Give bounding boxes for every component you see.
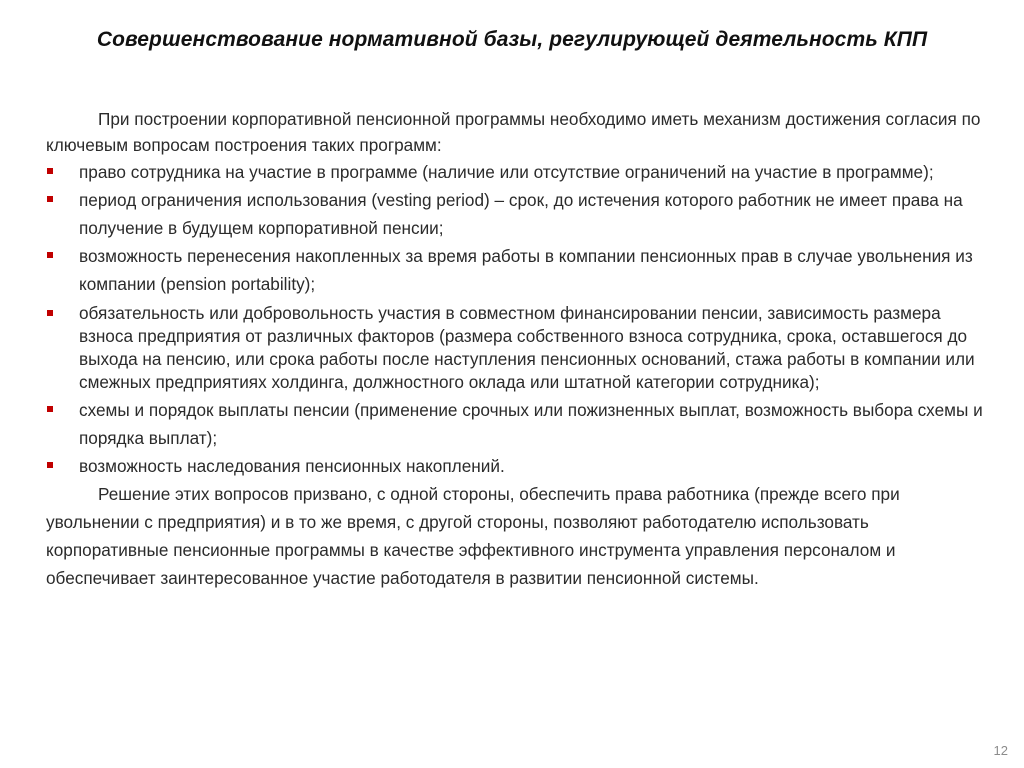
square-bullet-icon bbox=[47, 462, 53, 468]
square-bullet-icon bbox=[47, 310, 53, 316]
bullet-item bbox=[46, 186, 996, 242]
bullet-text: возможность наследования пенсионных накоплений. bbox=[79, 456, 505, 476]
bullet-list bbox=[46, 158, 996, 480]
bullet-item bbox=[46, 396, 996, 452]
bullet-item bbox=[46, 302, 996, 394]
square-bullet-icon bbox=[47, 168, 53, 174]
bullet-text: возможность перенесения накопленных за время работы в компании пенсионных прав в случае увольнения из компании (pension portability); bbox=[79, 246, 973, 294]
square-bullet-icon bbox=[47, 252, 53, 258]
bullet-item bbox=[46, 242, 996, 298]
bullet-text: право сотрудника на участие в программе (наличие или отсутствие ограничений на участие в программе); bbox=[79, 162, 934, 182]
intro-paragraph: При построении корпоративной пенсионной программы необходимо иметь механизм достижения согласия по ключевым вопросам построения таких программ: bbox=[46, 109, 981, 155]
conclusion-paragraph: Решение этих вопросов призвано, с одной стороны, обеспечить права работника (прежде всего при увольнении с предприятия) и в то же время, с другой стороны, позволяют работодателю использовать корпоративные пенсионные программы в качестве эффективного инструмента управления персоналом и обеспечивает заинтересованное участие работодателя в развитии пенсионной системы. bbox=[46, 484, 900, 588]
square-bullet-icon bbox=[47, 196, 53, 202]
page-number: 12 bbox=[993, 743, 1008, 758]
bullet-text: обязательность или добровольность участия в совместном финансировании пенсии, зависимость размера взноса предприятия от различных факторов (размера собственного взноса сотрудника, срока, оставшегося до выхода на пенсию, или срока работы после наступления пенсионных оснований, стажа работы в компании или смежных предприятиях холдинга, должностного оклада или штатной категории сотрудника); bbox=[79, 303, 975, 392]
square-bullet-icon bbox=[47, 406, 53, 412]
bullet-item bbox=[46, 452, 996, 480]
bullet-text: период ограничения использования (vesting period) – срок, до истечения которого работник не имеет права на получение в будущем корпоративной пенсии; bbox=[79, 190, 963, 238]
slide-title: Совершенствование нормативной базы, регулирующей деятельность КПП bbox=[96, 28, 928, 51]
slide-body bbox=[46, 106, 996, 592]
bullet-item bbox=[46, 158, 996, 186]
bullet-text: схемы и порядок выплаты пенсии (применение срочных или пожизненных выплат, возможность выбора схемы и порядка выплат); bbox=[79, 400, 983, 448]
